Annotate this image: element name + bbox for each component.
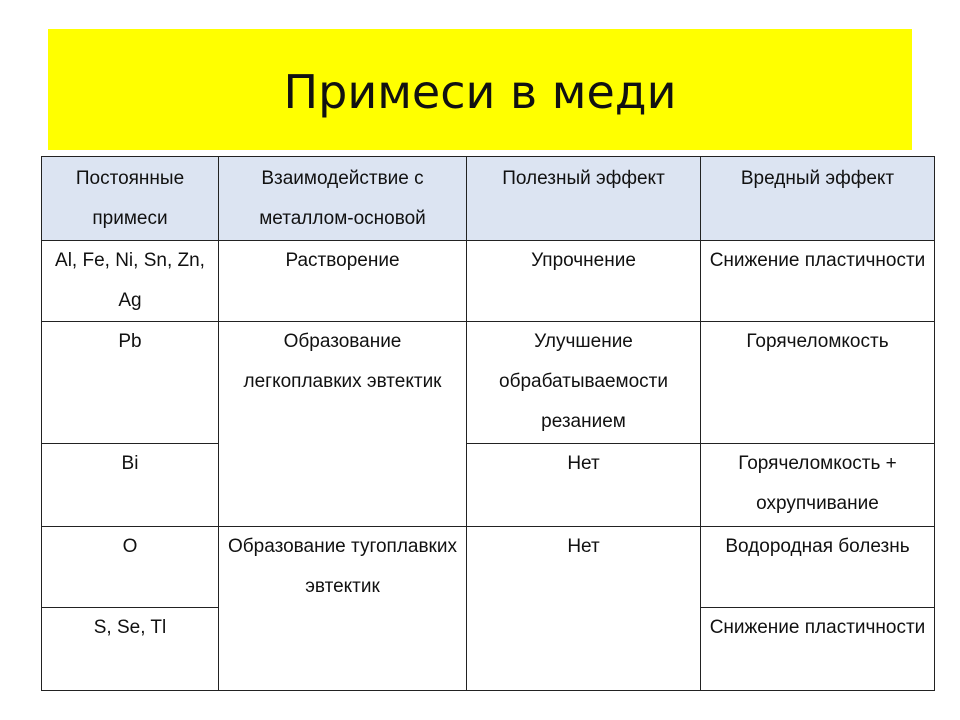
cell-useful: Упрочнение xyxy=(467,241,701,322)
cell-harmful: Водородная болезнь xyxy=(701,527,935,608)
impurities-table xyxy=(41,156,935,691)
cell-useful: Улучшение обрабатываемости резанием xyxy=(467,322,701,444)
table-row xyxy=(42,241,935,322)
slide-title: Примеси в меди xyxy=(283,64,677,119)
cell-impurity: Bi xyxy=(42,444,219,527)
title-banner xyxy=(48,29,912,150)
cell-harmful: Снижение пластичности xyxy=(701,241,935,322)
header-harmful-effect: Вредный эффект xyxy=(701,157,935,241)
cell-harmful: Горячеломкость + охрупчивание xyxy=(701,444,935,527)
table-row xyxy=(42,444,935,527)
cell-impurity: Pb xyxy=(42,322,219,444)
cell-interaction: Растворение xyxy=(219,241,467,322)
table-row xyxy=(42,322,935,444)
table-row xyxy=(42,527,935,608)
cell-harmful: Снижение пластичности xyxy=(701,608,935,691)
cell-impurity: S, Se, Tl xyxy=(42,608,219,691)
cell-harmful: Горячеломкость xyxy=(701,322,935,444)
cell-impurity: Al, Fe, Ni, Sn, Zn, Ag xyxy=(42,241,219,322)
cell-interaction: Образование тугоплавких эвтектик xyxy=(219,527,467,691)
header-interaction: Взаимодействие с металлом-основой xyxy=(219,157,467,241)
cell-interaction: Образование легкоплавких эвтектик xyxy=(219,322,467,527)
cell-useful: Нет xyxy=(467,527,701,691)
header-constant-impurities: Постоянные примеси xyxy=(42,157,219,241)
cell-impurity: O xyxy=(42,527,219,608)
cell-useful: Нет xyxy=(467,444,701,527)
header-useful-effect: Полезный эффект xyxy=(467,157,701,241)
table-header-row xyxy=(42,157,935,241)
